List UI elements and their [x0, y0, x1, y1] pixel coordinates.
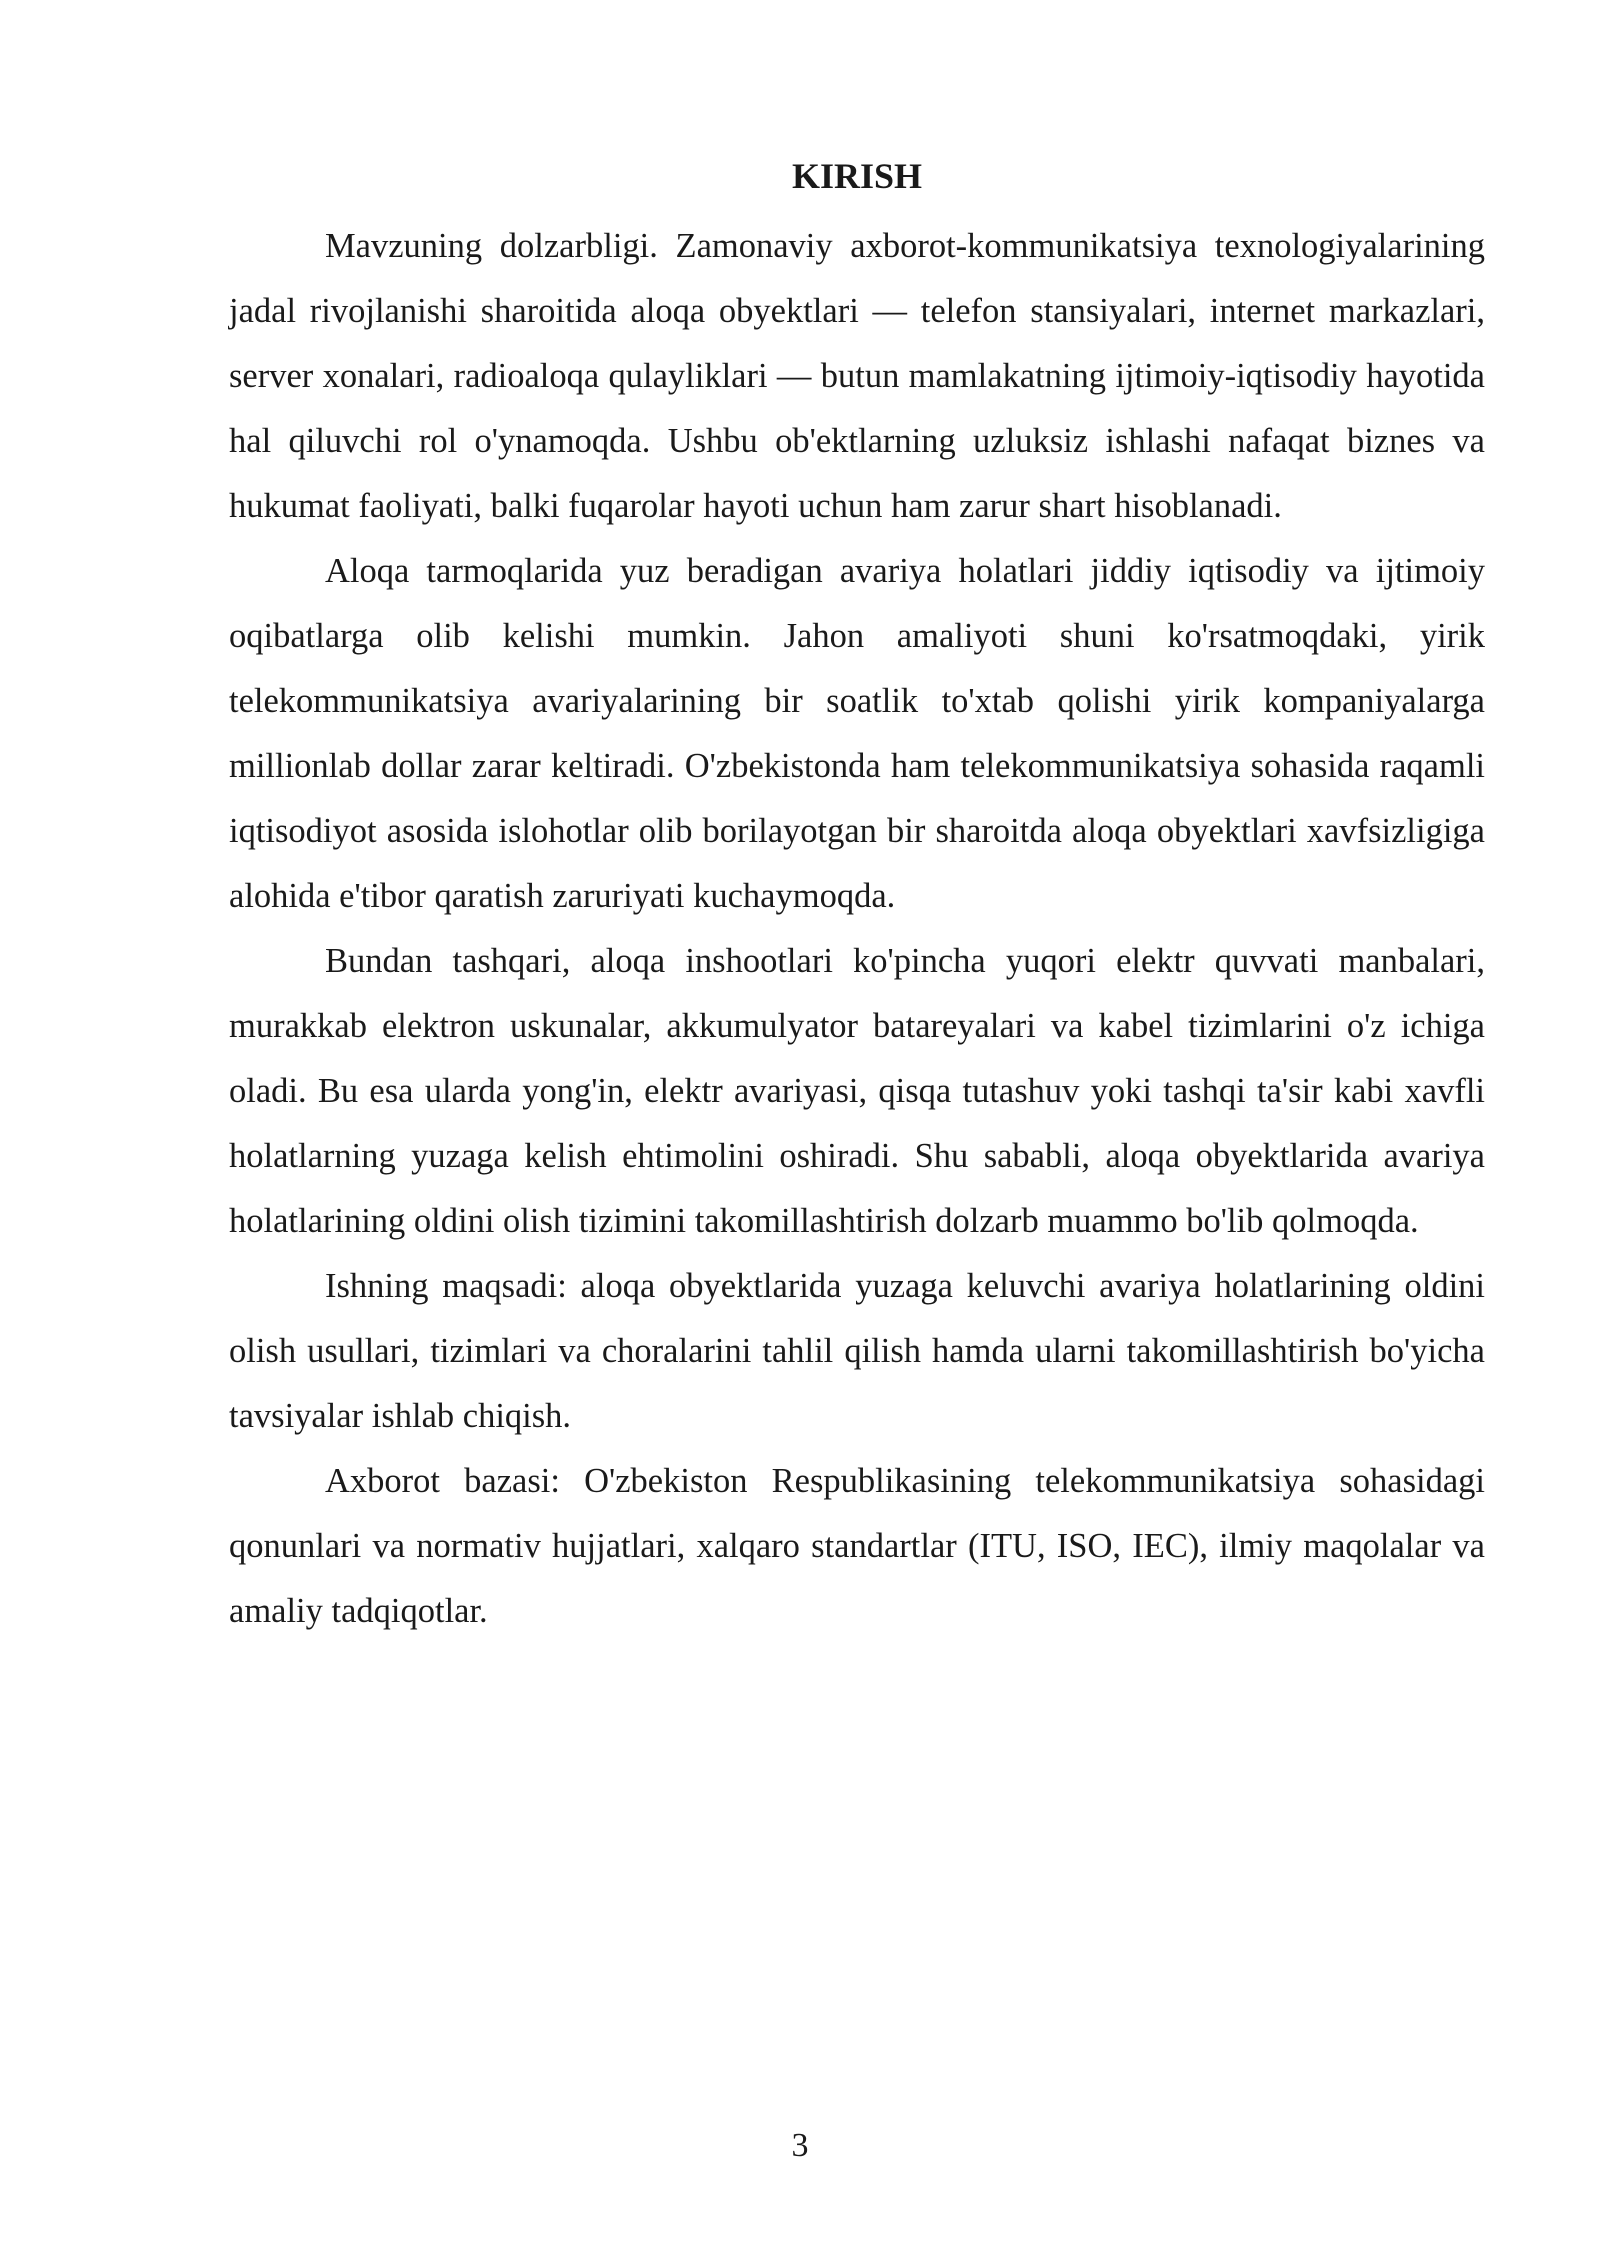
paragraph-info-base: Axborot bazasi: O'zbekiston Respublikasining telekommunikatsiya sohasidagi qonunlari va normativ hujjatlari, xalqaro standartlar (ITU, ISO, IEC), ilmiy maqolalar va amaliy tadqiqotlar. — [229, 1462, 1485, 1630]
paragraph-goal: Ishning maqsadi: aloqa obyektlarida yuzaga keluvchi avariya holatlarining oldini olish usullari, tizimlari va choralarini tahlil qilish hamda ularni takomillashtirish bo'yicha tavsiyalar ishlab chiqish. — [229, 1267, 1485, 1435]
document-page — [229, 150, 1485, 1644]
paragraph-relevance: Mavzuning dolzarbligi. Zamonaviy axborot-kommunikatsiya texnologiyalarining jadal rivojlanishi sharoitida aloqa obyektlari — telefon stansiyalari, internet markazlari, server xonalari, radioaloqa qulayliklari — butun mamlakatning ijtimoiy-iqtisodiy hayotida hal qiluvchi rol o'ynamoqda. Ushbu ob'ektlarning uzluksiz ishlashi nafaqat biznes va hukumat faoliyati, balki fuqarolar hayoti uchun ham zarur shart hisoblanadi. — [229, 227, 1485, 525]
page-number: 3 — [791, 2127, 809, 2164]
paragraph-accidents: Aloqa tarmoqlarida yuz beradigan avariya holatlari jiddiy iqtisodiy va ijtimoiy oqibatlarga olib kelishi mumkin. Jahon amaliyoti shuni ko'rsatmoqdaki, yirik telekommunikatsiya avariyalarining bir soatlik to'xtab qolishi yirik kompaniyalarga millionlab dollar zarar keltiradi. O'zbekistonda ham telekommunikatsiya sohasida raqamli iqtisodiyot asosida islohotlar olib borilayotgan bir sharoitda aloqa obyektlari xavfsizligiga alohida e'tibor qaratish zaruriyati kuchaymoqda. — [229, 552, 1485, 915]
section-title: KIRISH — [791, 156, 923, 196]
paragraph-facilities: Bundan tashqari, aloqa inshootlari ko'pincha yuqori elektr quvvati manbalari, murakkab elektron uskunalar, akkumulyator batareyalari va kabel tizimlarini o'z ichiga oladi. Bu esa ularda yong'in, elektr avariyasi, qisqa tutashuv yoki tashqi ta'sir kabi xavfli holatlarning yuzaga kelish ehtimolini oshiradi. Shu sababli, aloqa obyektlarida avariya holatlarining oldini olish tizimini takomillashtirish dolzarb muammo bo'lib qolmoqda. — [229, 942, 1485, 1240]
